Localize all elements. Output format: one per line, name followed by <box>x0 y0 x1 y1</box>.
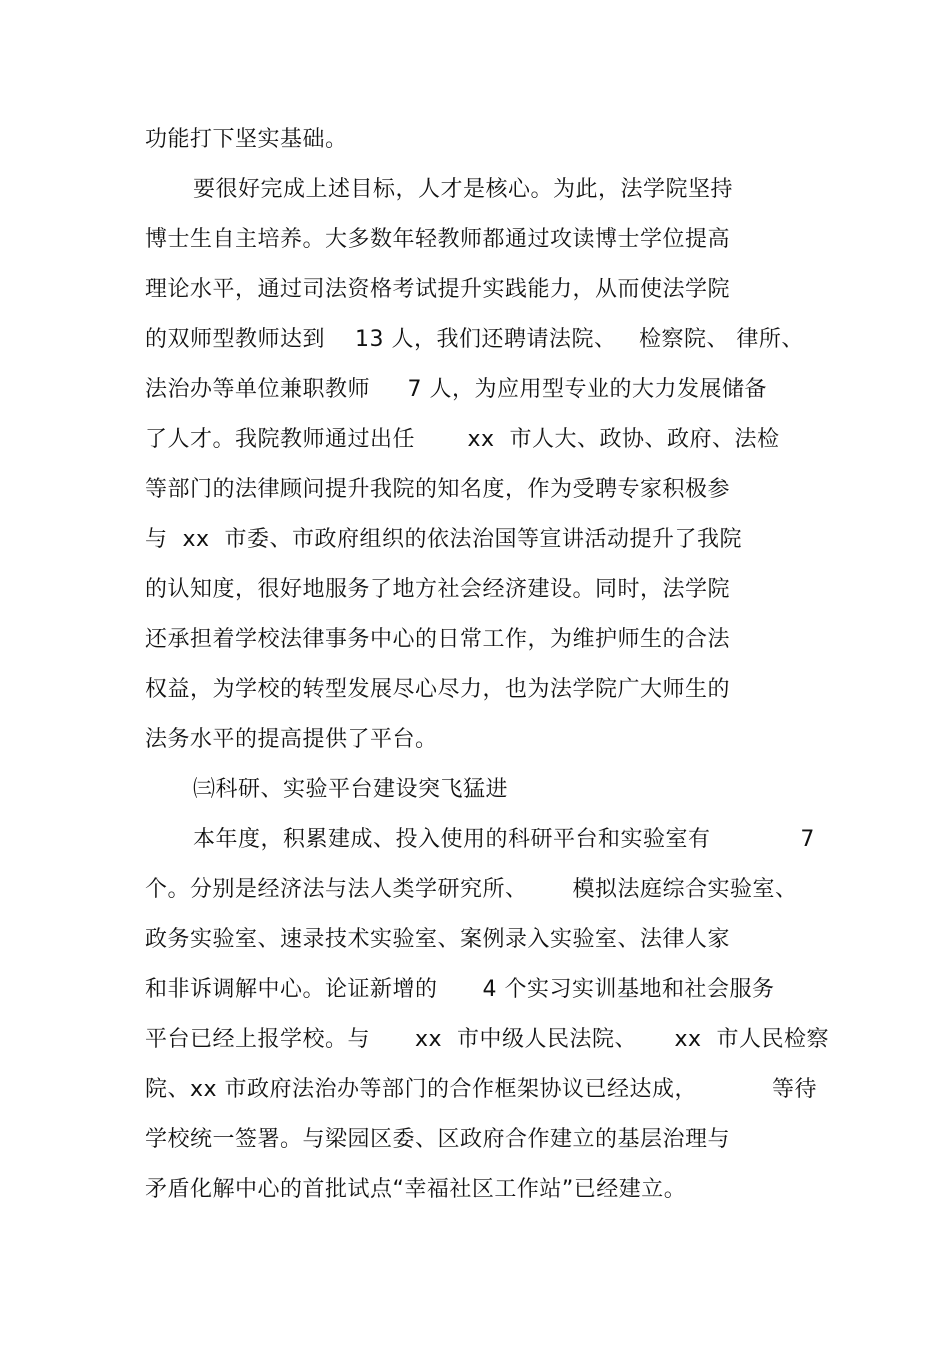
text-line: 和非诉调解中心。论证新增的 4 个实习实训基地和社会服务 <box>145 977 775 1002</box>
text-line: 博士生自主培养。大多数年轻教师都通过攻读博士学位提高 <box>145 227 731 252</box>
text-line: 理论水平，通过司法资格考试提升实践能力，从而使法学院 <box>145 277 731 302</box>
text-line: 政务实验室、速录技术实验室、案例录入实验室、法律人家 <box>145 927 731 952</box>
section-heading: ㈢科研、实验平台建设突飞猛进 <box>193 777 509 802</box>
text-line: 院、xx 市政府法治办等部门的合作框架协议已经达成， 等待 <box>145 1077 817 1102</box>
text-line: 还承担着学校法律事务中心的日常工作，为维护师生的合法 <box>145 627 731 652</box>
text-line: 法务水平的提高提供了平台。 <box>145 727 438 752</box>
text-line: 矛盾化解中心的首批试点“幸福社区工作站”已经建立。 <box>145 1177 687 1202</box>
text-line: 学校统一签署。与梁园区委、区政府合作建立的基层治理与 <box>145 1127 731 1152</box>
paragraph-first-line: 要很好完成上述目标，人才是核心。为此，法学院坚持 <box>193 177 734 202</box>
paragraph-first-line: 本年度，积累建成、投入使用的科研平台和实验室有 7 <box>193 827 815 852</box>
text-line: 法治办等单位兼职教师 7 人，为应用型专业的大力发展储备 <box>145 377 767 402</box>
text-line: 权益，为学校的转型发展尽心尽力，也为法学院广大师生的 <box>145 677 731 702</box>
text-line: 的双师型教师达到 13 人，我们还聘请法院、 检察院、 律所、 <box>145 327 804 352</box>
text-line: 与 xx 市委、市政府组织的依法治国等宣讲活动提升了我院 <box>145 527 743 552</box>
text-line: 平台已经上报学校。与 xx 市中级人民法院、 xx 市人民检察 <box>145 1027 829 1052</box>
text-line: 的认知度，很好地服务了地方社会经济建设。同时，法学院 <box>145 577 731 602</box>
text-line: 了人才。我院教师通过出任 xx 市人大、政协、政府、法检 <box>145 427 780 452</box>
text-line: 等部门的法律顾问提升我院的知名度，作为受聘专家积极参 <box>145 477 731 502</box>
text-line: 个。分别是经济法与法人类学研究所、 模拟法庭综合实验室、 <box>145 877 798 902</box>
text-line: 功能打下坚实基础。 <box>145 127 348 152</box>
